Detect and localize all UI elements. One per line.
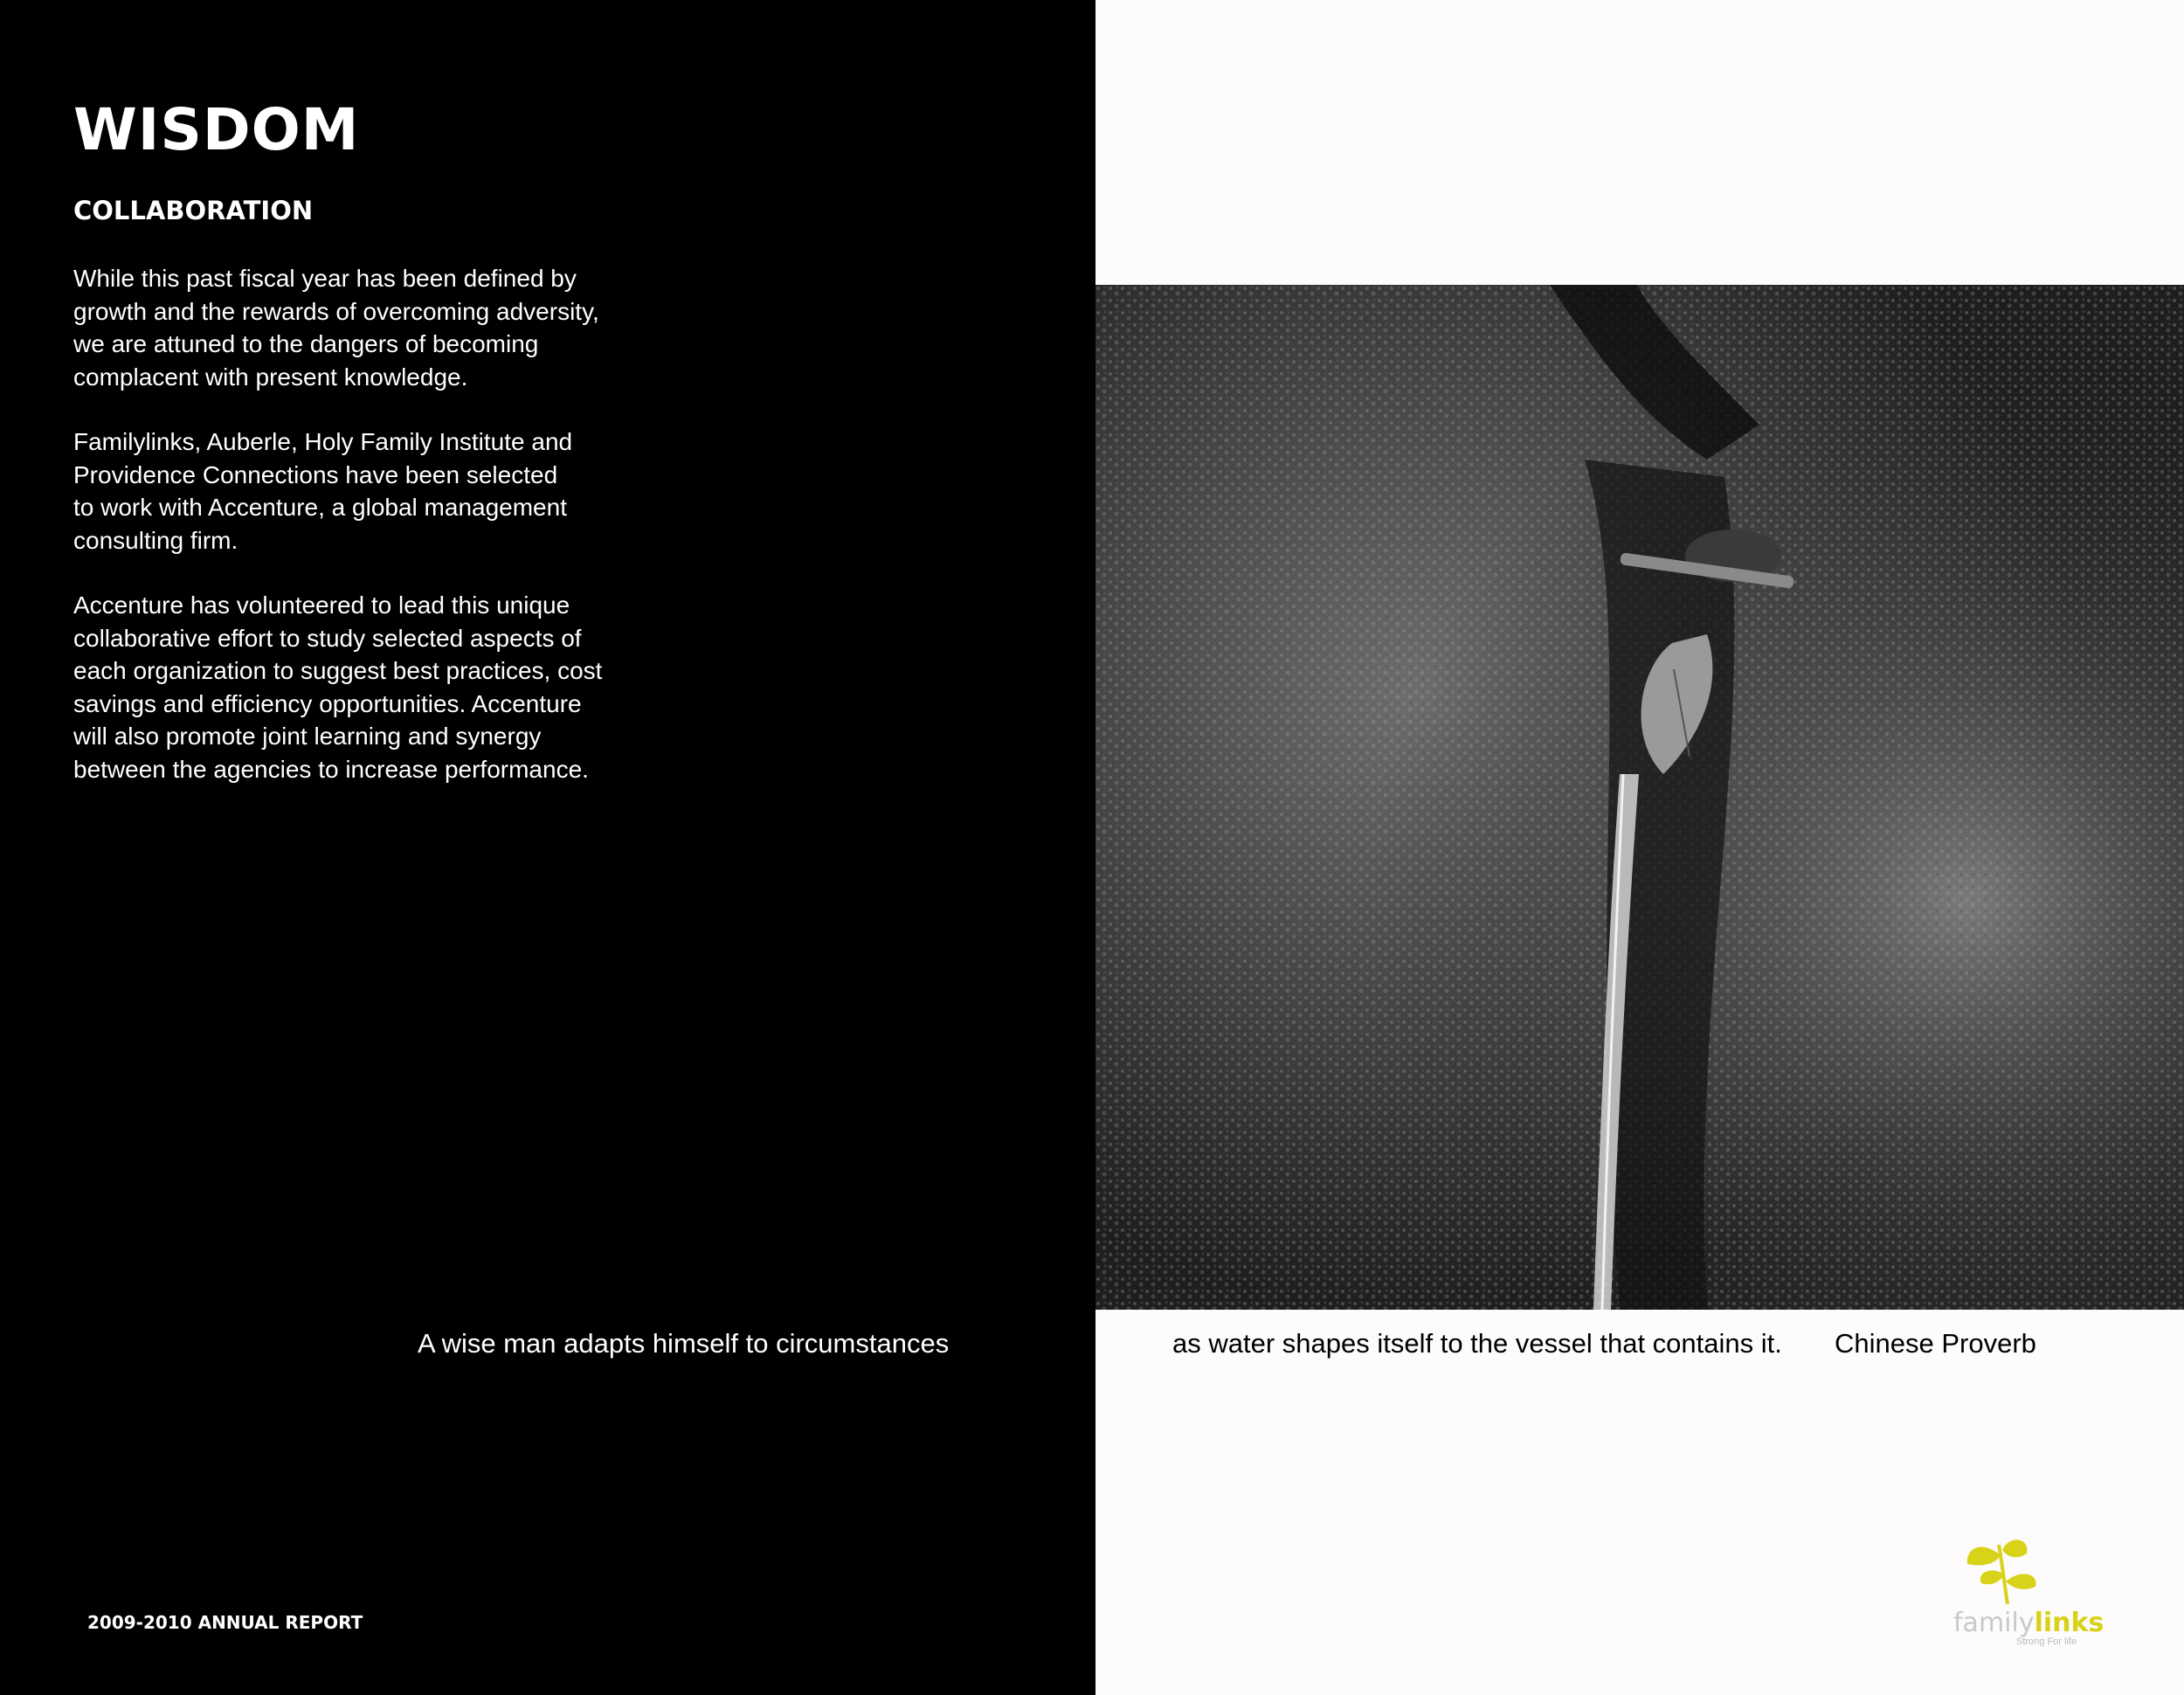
quote-attribution: Chinese Proverb [1835, 1328, 2036, 1359]
paragraph-1: While this past fiscal year has been defined by growth and the rewards of overcoming adversity, we are attuned to the dangers of becoming complacent with present knowledge. [73, 265, 599, 391]
quote-part-1: A wise man adapts himself to circumstances [418, 1328, 950, 1359]
logo-word-links: links [2034, 1608, 2105, 1638]
section-subheading: COLLABORATION [73, 196, 314, 225]
quote-part-2: as water shapes itself to the vessel that contains it. [1172, 1328, 1782, 1359]
familylinks-logo-wordmark [1953, 1608, 2104, 1638]
logo-tagline: Strong For life [2016, 1636, 2077, 1647]
moss-water-photo [1095, 285, 2184, 1310]
paragraph-3: Accenture has volunteered to lead this unique collaborative effort to study selected aspects of each organization to suggest best practices, cost savings and efficiency opportunities. Accenture will also promote joint learning and synergy between the agencies to increase performance. [73, 592, 603, 783]
page-heading: WISDOM [73, 96, 360, 163]
logo-word-family: family [1953, 1608, 2035, 1638]
annual-report-label: 2009-2010 ANNUAL REPORT [87, 1612, 363, 1633]
body-text [73, 262, 685, 818]
paragraph-2: Familylinks, Auberle, Holy Family Institute and Providence Connections have been selected to work with Accenture, a global management consulting firm. [73, 428, 573, 554]
